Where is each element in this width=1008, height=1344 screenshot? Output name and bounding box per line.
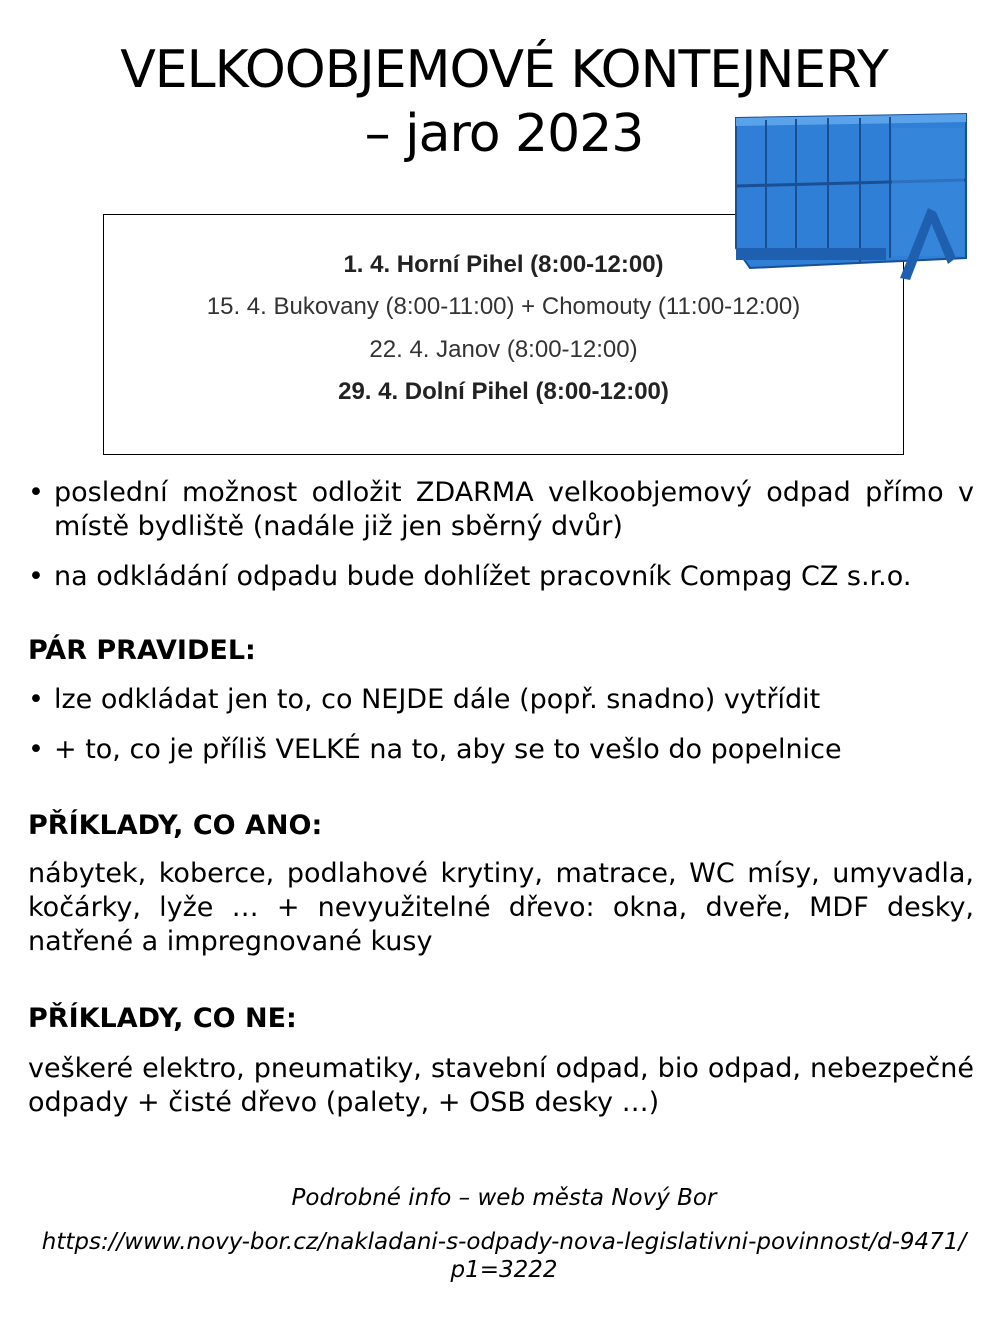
bullet-icon: • xyxy=(28,561,44,592)
intro-bullet xyxy=(28,476,974,544)
schedule-item: 22. 4. Janov (8:00-12:00) xyxy=(369,336,638,363)
examples-yes-text: nábytek, koberce, podlahové krytiny, matrace, WC mísy, umyvadla, kočárky, lyže … + nevyužitelné dřevo: okna, dveře, MDF desky, natřené a impregnované kusy xyxy=(28,858,974,957)
examples-no-heading: PŘÍKLADY, CO NE: xyxy=(28,1003,297,1034)
bullet-text: lze odkládat jen to, co NEJDE dále (popř. snadno) vytřídit xyxy=(54,684,821,715)
rules-bullet xyxy=(28,683,974,717)
footer-link[interactable]: https://www.novy-bor.cz/nakladani-s-odpady-nova-legislativni-povinnost/d-9471/p1=3222 xyxy=(41,1229,967,1283)
rules-bullet xyxy=(28,733,974,767)
bullet-text: poslední možnost odložit ZDARMA velkoobjemový odpad přímo v místě bydliště (nadále již jen sběrný dvůr) xyxy=(54,477,974,542)
intro-bullet xyxy=(28,560,974,594)
bullet-text: na odkládání odpadu bude dohlížet pracovník Compag CZ s.r.o. xyxy=(54,561,912,592)
schedule-item: 1. 4. Horní Pihel (8:00-12:00) xyxy=(343,251,664,278)
examples-no-text: veškeré elektro, pneumatiky, stavební odpad, bio odpad, nebezpečné odpady + čisté dřevo (palety, + OSB desky …) xyxy=(28,1053,974,1118)
schedule-item: 15. 4. Bukovany (8:00-11:00) + Chomouty (11:00-12:00) xyxy=(206,293,801,320)
examples-yes-heading: PŘÍKLADY, CO ANO: xyxy=(28,810,323,841)
bullet-text: + to, co je příliš VELKÉ na to, aby se to vešlo do popelnice xyxy=(54,734,842,765)
title-line-1: VELKOOBJEMOVÉ KONTEJNERY xyxy=(120,40,888,100)
container-image xyxy=(730,108,972,283)
rules-heading: PÁR PRAVIDEL: xyxy=(28,635,256,666)
bullet-icon: • xyxy=(28,477,44,508)
bullet-icon: • xyxy=(28,734,44,765)
schedule-item: 29. 4. Dolní Pihel (8:00-12:00) xyxy=(338,378,669,405)
bullet-icon: • xyxy=(28,684,44,715)
footer-info: Podrobné info – web města Nový Bor xyxy=(291,1185,717,1211)
title-line-2: – jaro 2023 xyxy=(364,104,644,164)
